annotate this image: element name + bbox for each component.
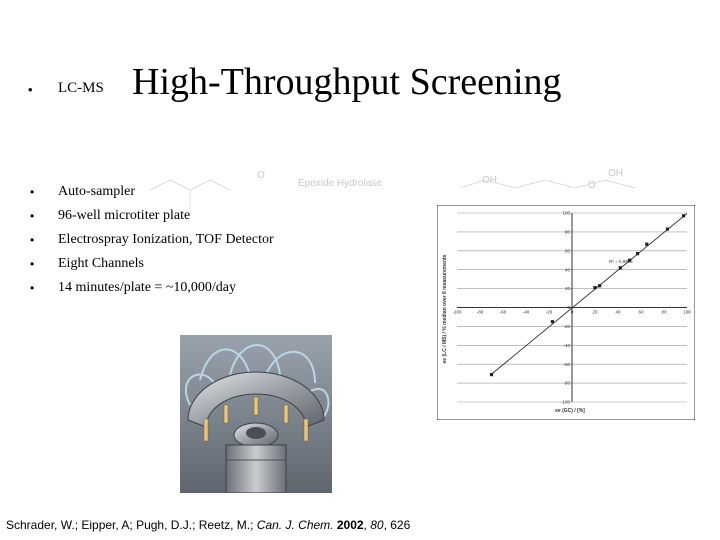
list-item-text: Eight Channels — [58, 256, 144, 271]
citation: Schrader, W.; Eipper, A; Pugh, D.J.; Reetz, M.; Can. J. Chem. 2002, 80, 626 — [6, 518, 411, 532]
citation-pages: 626 — [390, 518, 411, 532]
y-tick-label: 80 — [564, 229, 570, 235]
x-tick-label: 60 — [638, 309, 644, 315]
x-tick-label: 80 — [661, 309, 667, 315]
data-point — [598, 284, 601, 287]
list-item — [30, 204, 430, 228]
y-tick-label: -60 — [563, 361, 570, 367]
y-tick-label: -40 — [563, 342, 570, 348]
x-tick-label: -40 — [522, 309, 530, 315]
y-tick-label: 100 — [562, 210, 570, 216]
data-point — [551, 320, 554, 323]
y-tick-label: 0 — [567, 305, 570, 311]
list-item — [30, 180, 430, 204]
y-tick-label: -100 — [560, 399, 570, 405]
x-tick-label: -20 — [545, 309, 553, 315]
data-point — [682, 214, 685, 217]
title-main: High-Throughput Screening — [132, 61, 562, 103]
list-item — [30, 252, 430, 276]
list-item-text: 96-well microtiter plate — [58, 208, 191, 223]
chart-annotation: R² = 0,9996 — [609, 259, 633, 264]
y-tick-label: -80 — [563, 380, 570, 386]
faded-oh-label: OH — [482, 175, 497, 186]
list-bullet: • — [30, 257, 35, 271]
citation-authors: Schrader, W.; Eipper, A; Pugh, D.J.; Reetz, M.; — [6, 518, 254, 532]
faded-o-label: O — [257, 170, 265, 181]
instrument-photo — [180, 335, 332, 493]
x-tick-label: -80 — [476, 309, 484, 315]
x-tick-label: -60 — [499, 309, 507, 315]
citation-year: 2002 — [336, 518, 364, 532]
list-item — [30, 276, 430, 300]
data-point — [645, 243, 648, 246]
data-point — [593, 286, 596, 289]
list-item-text: Electrospray Ionization, TOF Detector — [58, 232, 274, 247]
x-tick-label: -100 — [452, 309, 462, 315]
data-point — [490, 373, 493, 376]
y-tick-label: 40 — [564, 267, 570, 273]
slide-title — [28, 58, 708, 118]
data-point — [636, 252, 639, 255]
list-bullet: • — [30, 209, 35, 223]
list-bullet: • — [30, 185, 35, 199]
citation-volume: 80 — [370, 518, 384, 532]
x-tick-label: 0 — [570, 309, 574, 315]
faded-structure-right — [455, 168, 655, 198]
data-point — [619, 266, 622, 269]
y-tick-label: -20 — [563, 324, 570, 329]
list-item-text: Auto-sampler — [58, 184, 135, 199]
x-tick-label: 100 — [683, 309, 691, 315]
correlation-chart — [437, 205, 695, 420]
x-tick-label: 20 — [592, 309, 598, 315]
feature-list — [30, 180, 430, 300]
title-prefix: LC-MS — [58, 80, 104, 96]
faded-o-label-2: O — [588, 180, 596, 191]
faded-epoxide-label: Epoxide Hydrolase — [298, 178, 382, 189]
x-tick-label: 40 — [615, 309, 621, 315]
list-item — [30, 228, 430, 252]
faded-oh-label-2: OH — [608, 168, 623, 179]
y-tick-label: 20 — [564, 286, 570, 292]
citation-journal: Can. J. Chem. — [256, 518, 334, 532]
list-item-text: 14 minutes/plate = ~10,000/day — [58, 280, 237, 295]
list-bullet: • — [30, 233, 35, 247]
chart-ylabel: ee (LC / MS) / % median over 8 measurements — [442, 254, 448, 364]
title-bullet: • — [28, 82, 33, 97]
data-point — [666, 227, 669, 230]
y-tick-label: 60 — [564, 248, 570, 254]
chart-xlabel: ee (GC) / [%] — [555, 408, 585, 414]
list-bullet: • — [30, 281, 35, 295]
